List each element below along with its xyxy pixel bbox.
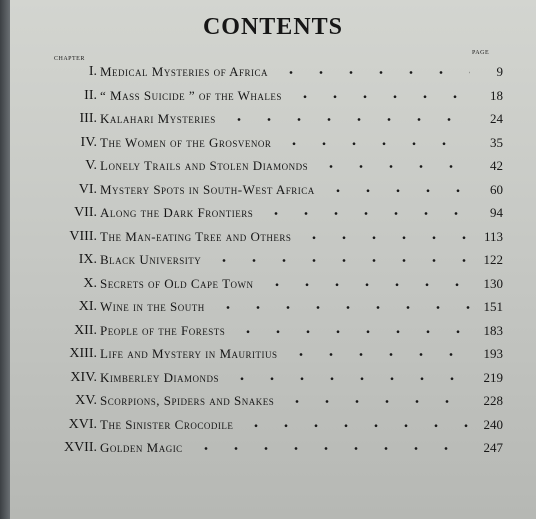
- chapter-numeral: V.: [85, 158, 97, 173]
- chapter-title: The Women of the Grosvenor: [100, 134, 272, 150]
- toc-entry: [10, 342, 536, 366]
- chapter-title: Medical Mysteries of Africa: [100, 64, 269, 79]
- dot-leader: [213, 295, 470, 319]
- chapter-numeral: XIV.: [70, 369, 97, 385]
- chapter-title: Black University: [100, 252, 202, 267]
- dot-leader: [323, 178, 470, 202]
- chapter-numeral: II.: [84, 87, 97, 103]
- toc-entry: [10, 84, 536, 108]
- dot-leader: [241, 413, 470, 437]
- chapter-numeral: VII.: [74, 205, 97, 220]
- toc-entry: [10, 60, 536, 84]
- page-number: 151: [483, 299, 503, 314]
- page-number: 113: [483, 228, 503, 244]
- page-number: 94: [490, 205, 503, 220]
- page-number: 193: [483, 346, 503, 361]
- chapter-title: Wine in the South: [100, 299, 205, 314]
- dot-leader: [227, 366, 470, 390]
- toc-entry: [10, 107, 536, 131]
- page-number: 35: [490, 134, 503, 150]
- dot-leader: [290, 84, 470, 108]
- page-title: CONTENTS: [202, 14, 344, 40]
- chapter-title: Kimberley Diamonds: [100, 369, 220, 385]
- page-number: 219: [483, 369, 503, 385]
- toc-entry: [10, 272, 536, 296]
- dot-leader: [286, 342, 470, 366]
- toc-entry: [10, 366, 536, 390]
- toc-entry: [10, 201, 536, 225]
- dot-leader: [224, 107, 470, 131]
- chapter-title: Life and Mystery in Mauritius: [100, 346, 278, 361]
- toc-entry: [10, 389, 536, 413]
- dot-leader: [191, 436, 470, 460]
- page-number: 24: [490, 111, 503, 126]
- chapter-numeral: X.: [83, 275, 97, 291]
- page-number: 247: [483, 440, 503, 455]
- chapter-numeral: IX.: [78, 252, 97, 267]
- toc-entry: [10, 295, 536, 319]
- table-of-contents: [10, 60, 536, 460]
- dot-leader: [299, 225, 470, 249]
- chapter-numeral: XVI.: [68, 416, 97, 432]
- page-number: 240: [483, 416, 503, 432]
- chapter-title: Along the Dark Frontiers: [100, 205, 254, 220]
- toc-entry: [10, 413, 536, 437]
- dot-leader: [261, 201, 470, 225]
- dot-leader: [276, 60, 470, 84]
- toc-entry: [10, 225, 536, 249]
- chapter-title: Mystery Spots in South-West Africa: [100, 181, 315, 197]
- chapter-title: People of the Forests: [100, 322, 226, 338]
- page-number: 183: [483, 322, 503, 338]
- toc-entry: [10, 319, 536, 343]
- page-column-header: PAGE: [472, 50, 490, 56]
- chapter-numeral: IV.: [80, 134, 97, 150]
- chapter-numeral: XVII.: [63, 440, 97, 455]
- chapter-title: Lonely Trails and Stolen Diamonds: [100, 158, 309, 173]
- book-gutter: [0, 0, 10, 519]
- dot-leader: [279, 131, 470, 155]
- chapter-column-header: CHAPTER: [54, 56, 85, 62]
- chapter-title: The Man-eating Tree and Others: [100, 228, 292, 244]
- chapter-numeral: XII.: [74, 322, 97, 338]
- chapter-numeral: XI.: [78, 299, 97, 314]
- chapter-title: Secrets of Old Cape Town: [100, 275, 254, 291]
- page-number: 42: [490, 158, 503, 173]
- toc-entry: [10, 436, 536, 460]
- chapter-title: Scorpions, Spiders and Snakes: [100, 393, 275, 408]
- dot-leader: [316, 154, 470, 178]
- chapter-numeral: XV.: [75, 393, 97, 408]
- chapter-title: The Sinister Crocodile: [100, 416, 234, 432]
- dot-leader: [209, 248, 470, 272]
- dot-leader: [282, 389, 470, 413]
- toc-entry: [10, 178, 536, 202]
- page-number: 18: [490, 87, 503, 103]
- chapter-title: Kalahari Mysteries: [100, 111, 216, 126]
- page-number: 60: [490, 181, 503, 197]
- page-number: 130: [483, 275, 503, 291]
- chapter-numeral: VIII.: [69, 228, 97, 244]
- dot-leader: [233, 319, 470, 343]
- chapter-numeral: I.: [88, 64, 97, 79]
- toc-entry: [10, 248, 536, 272]
- page-number: 122: [483, 252, 503, 267]
- page-number: 9: [496, 64, 503, 79]
- toc-entry: [10, 154, 536, 178]
- page-number: 228: [483, 393, 503, 408]
- chapter-numeral: XIII.: [69, 346, 97, 361]
- chapter-numeral: VI.: [78, 181, 97, 197]
- chapter-title: “ Mass Suicide ” of the Whales: [100, 87, 282, 103]
- chapter-title: Golden Magic: [100, 440, 183, 455]
- toc-entry: [10, 131, 536, 155]
- chapter-numeral: III.: [79, 111, 97, 126]
- contents-page: [10, 0, 536, 519]
- dot-leader: [262, 272, 470, 296]
